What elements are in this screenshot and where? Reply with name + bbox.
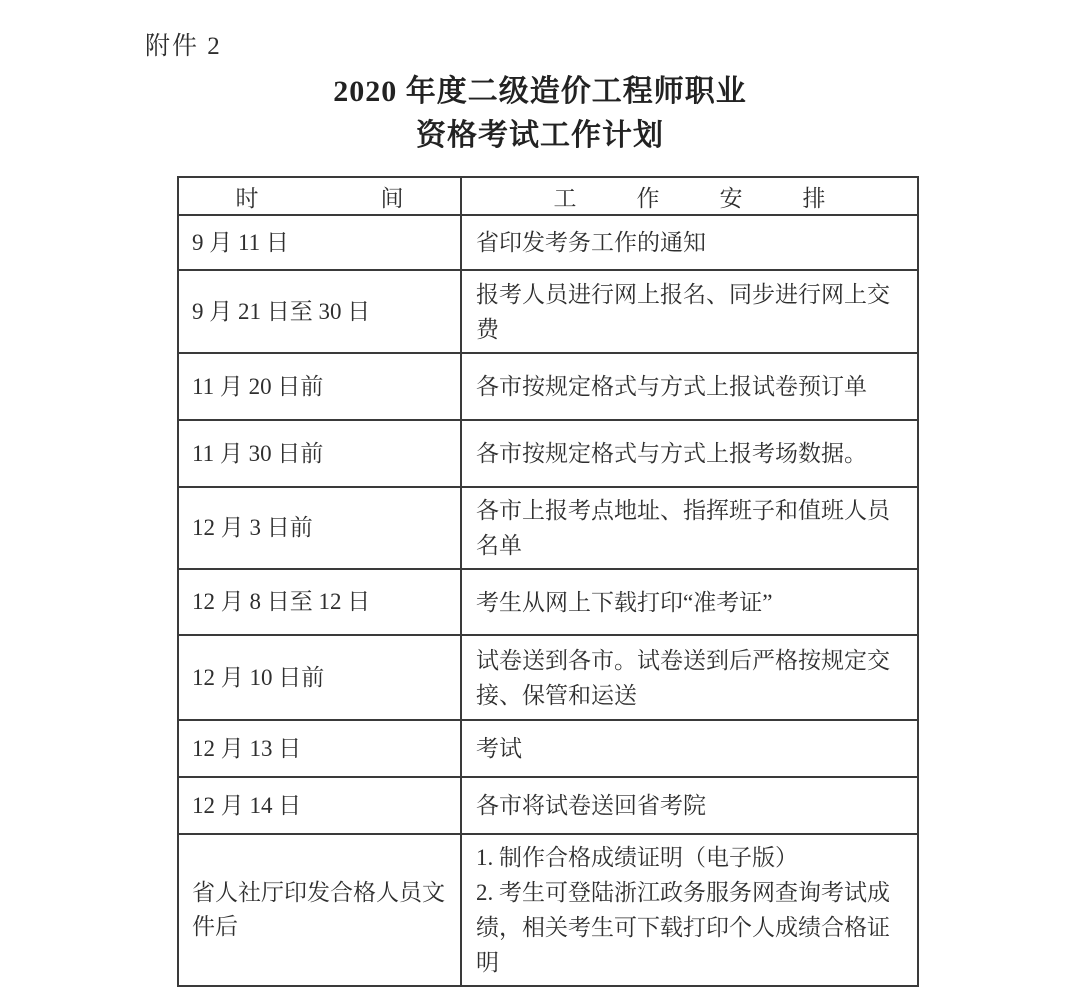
table-row (178, 720, 918, 777)
header-label-time: 时间 (235, 185, 404, 211)
time-cell: 9 月 21 日至 30 日 (178, 270, 461, 353)
table-row (178, 569, 918, 635)
work-item-2: 2. 考生可登陆浙江政务服务网查询考试成绩，相关考生可下载打印个人成绩合格证明 (476, 880, 890, 975)
work-cell: 各市上报考点地址、指挥班子和值班人员名单 (461, 487, 918, 569)
work-cell: 试卷送到各市。试卷送到后严格按规定交接、保管和运送 (461, 635, 918, 720)
time-cell: 11 月 30 日前 (178, 420, 461, 487)
work-plan-table (177, 176, 919, 987)
header-cell-time (178, 177, 461, 215)
document-title-line1: 2020 年度二级造价工程师职业 (333, 75, 747, 108)
work-cell: 各市按规定格式与方式上报试卷预订单 (461, 353, 918, 420)
work-cell: 考试 (461, 720, 918, 777)
document-title (0, 70, 1080, 158)
table-row (178, 487, 918, 569)
time-cell: 12 月 8 日至 12 日 (178, 569, 461, 635)
table-row (178, 353, 918, 420)
work-cell: 各市按规定格式与方式上报考场数据。 (461, 420, 918, 487)
header-cell-work (461, 177, 918, 215)
time-cell: 省人社厅印发合格人员文件后 (178, 834, 461, 986)
table-row (178, 215, 918, 270)
document-title-line2: 资格考试工作计划 (416, 119, 664, 152)
work-cell: 报考人员进行网上报名、同步进行网上交费 (461, 270, 918, 353)
table-row (178, 777, 918, 834)
table-row (178, 270, 918, 353)
time-cell: 12 月 10 日前 (178, 635, 461, 720)
table-header-row (178, 177, 918, 215)
table-row (178, 635, 918, 720)
time-cell: 11 月 20 日前 (178, 353, 461, 420)
time-cell: 9 月 11 日 (178, 215, 461, 270)
attachment-label: 附件 2 (145, 33, 222, 60)
time-cell: 12 月 13 日 (178, 720, 461, 777)
table-row (178, 420, 918, 487)
time-cell: 12 月 3 日前 (178, 487, 461, 569)
time-cell: 12 月 14 日 (178, 777, 461, 834)
work-cell (461, 834, 918, 986)
work-item-1: 1. 制作合格成绩证明（电子版） (476, 845, 798, 870)
work-cell: 考生从网上下载打印“准考证” (461, 569, 918, 635)
work-cell: 省印发考务工作的通知 (461, 215, 918, 270)
header-label-work: 工作安排 (553, 185, 826, 211)
work-cell: 各市将试卷送回省考院 (461, 777, 918, 834)
table-row (178, 834, 918, 986)
